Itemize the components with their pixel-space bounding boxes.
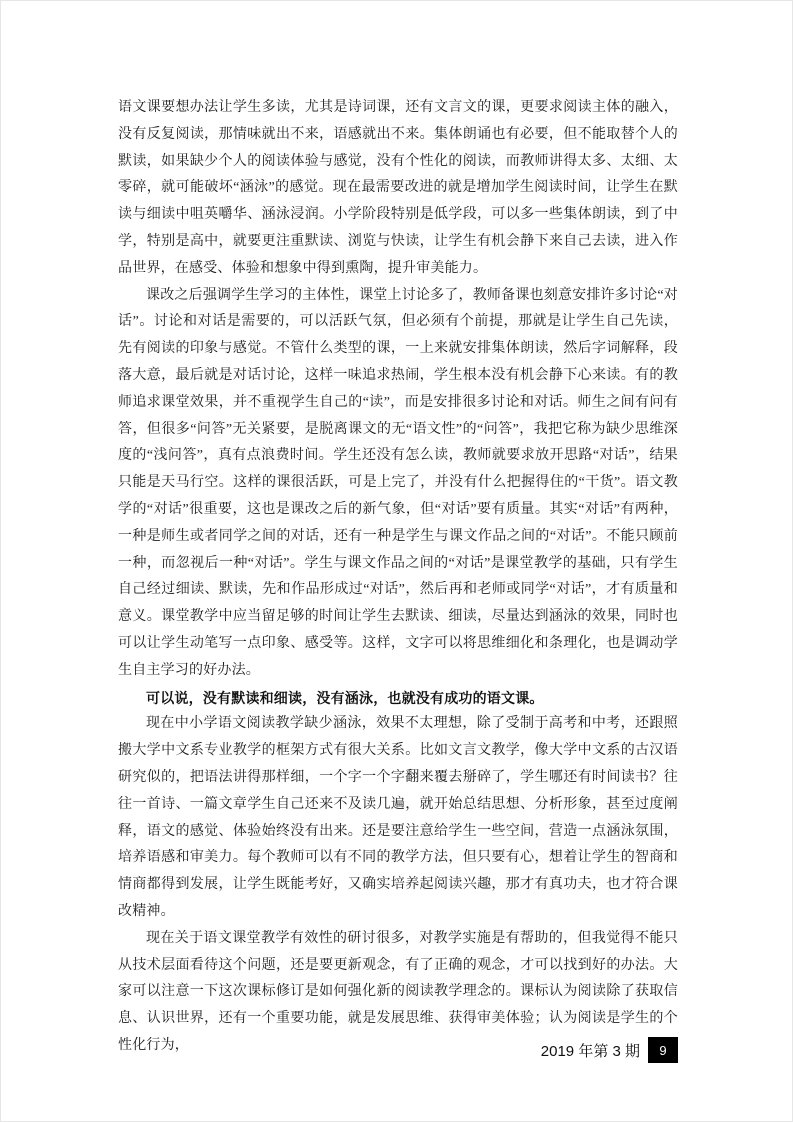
paragraph-continuation: 语文课要想办法让学生多读，尤其是诗词课，还有文言文的课，更要求阅读主体的融入，没有反复阅读，那情味就出不来，语感就出不来。集体朗诵也有必要，但不能取替个人的默读，如果缺少个人的阅读体验与感觉，没有个性化的阅读，而教师讲得太多、太细、太零碎，就可能破坏“涵泳”的感觉。现在最需要改进的就是增加学生阅读时间，让学生在默读与细读中咀英嚼华、涵泳浸润。小学阶段特别是低学段，可以多一些集体朗读，到了中学，特别是高中，就要更注重默读、浏览与快读，让学生有机会静下来自己去读，进入作品世界，在感受、体验和想象中得到熏陶，提升审美能力。 [118,100,678,276]
paragraph-dialogue-discussion: 课改之后强调学生学习的主体性，课堂上讨论多了，教师备课也刻意安排许多讨论“对话”。讨论和对话是需要的，可以活跃气氛，但必须有个前提，那就是让学生自己先读，先有阅读的印象与感觉。不管什么类型的课，一上来就安排集体朗读，然后字词解释，段落大意，最后就是对话讨论，这样一味追求热闹，学生根本没有机会静下心来读。有的教师追求课堂效果，并不重视学生自己的“读”，而是安排很多讨论和对话。师生之间有问有答，但很多“问答”无关紧要，是脱离课文的无“语文性”的“问答”，我把它称为缺少思维深度的“浅问答”，真有点浪费时间。学生还没有怎么读，教师就要求放开思路“对话”，结果只能是天马行空。这样的课很活跃，可是上完了，并没有什么把握得住的“干货”。语文教学的“对话”很重要，这也是课改之后的新气象，但“对话”要有质量。其实“对话”有两种，一种是师生或者同学之间的对话，还有一种是学生与课文作品之间的“对话”。不能只顾前一种，而忽视后一种“对话”。学生与课文作品之间的“对话”是课堂教学的基础，只有学生自己经过细读、默读，先和作品形成过“对话”，然后再和老师或同学“对话”，才有质量和意义。课堂教学中应当留足够的时间让学生去默读、细读，尽量达到涵泳的效果，同时也可以让学生动笔写一点印象、感受等。这样，文字可以将思维细化和条理化，也是调动学生自主学习的好办法。 [118,287,678,678]
page-footer [118,1037,678,1063]
issue-label: 2019 年第 3 期 [540,1042,640,1060]
article-body [118,95,678,1060]
paragraph-teaching-frameworks: 现在中小学语文阅读教学缺少涵泳，效果不太理想，除了受制于高考和中考，还跟照搬大学中文系专业教学的框架方式有很大关系。比如文言文教学，像大学中文系的古汉语研究似的，把语法讲得那样细，一个字一个字翻来覆去掰碎了，学生哪还有时间读书？往往一首诗、一篇文章学生自己还来不及读几遍，就开始总结思想、分析形象，甚至过度阐释，语文的感觉、体验始终没有出来。还是要注意给学生一些空间，营造一点涵泳氛围，培养语感和审美力。每个教师可以有不同的教学方法，但只要有心，想着让学生的智商和情商都得到发展，让学生既能考好，又确实培养起阅读兴趣，那才有真功夫，也才符合课改精神。 [118,716,678,919]
page-number-badge: 9 [648,1037,678,1063]
paragraph-effectiveness-research: 现在关于语文课堂教学有效性的研讨很多，对教学实施是有帮助的，但我觉得不能只从技术层面看待这个问题，还是要更新观念，有了正确的观念，才可以找到好的办法。大家可以注意一下这次课标修订是如何强化新的阅读教学理念的。课标认为阅读除了获取信息、认识世界，还有一个重要功能，就是发展思维、获得审美体验；认为阅读是学生的个性化行为， [118,930,678,1053]
paragraph-bold-statement: 可以说，没有默读和细读，没有涵泳，也就没有成功的语文课。 [146,689,544,706]
